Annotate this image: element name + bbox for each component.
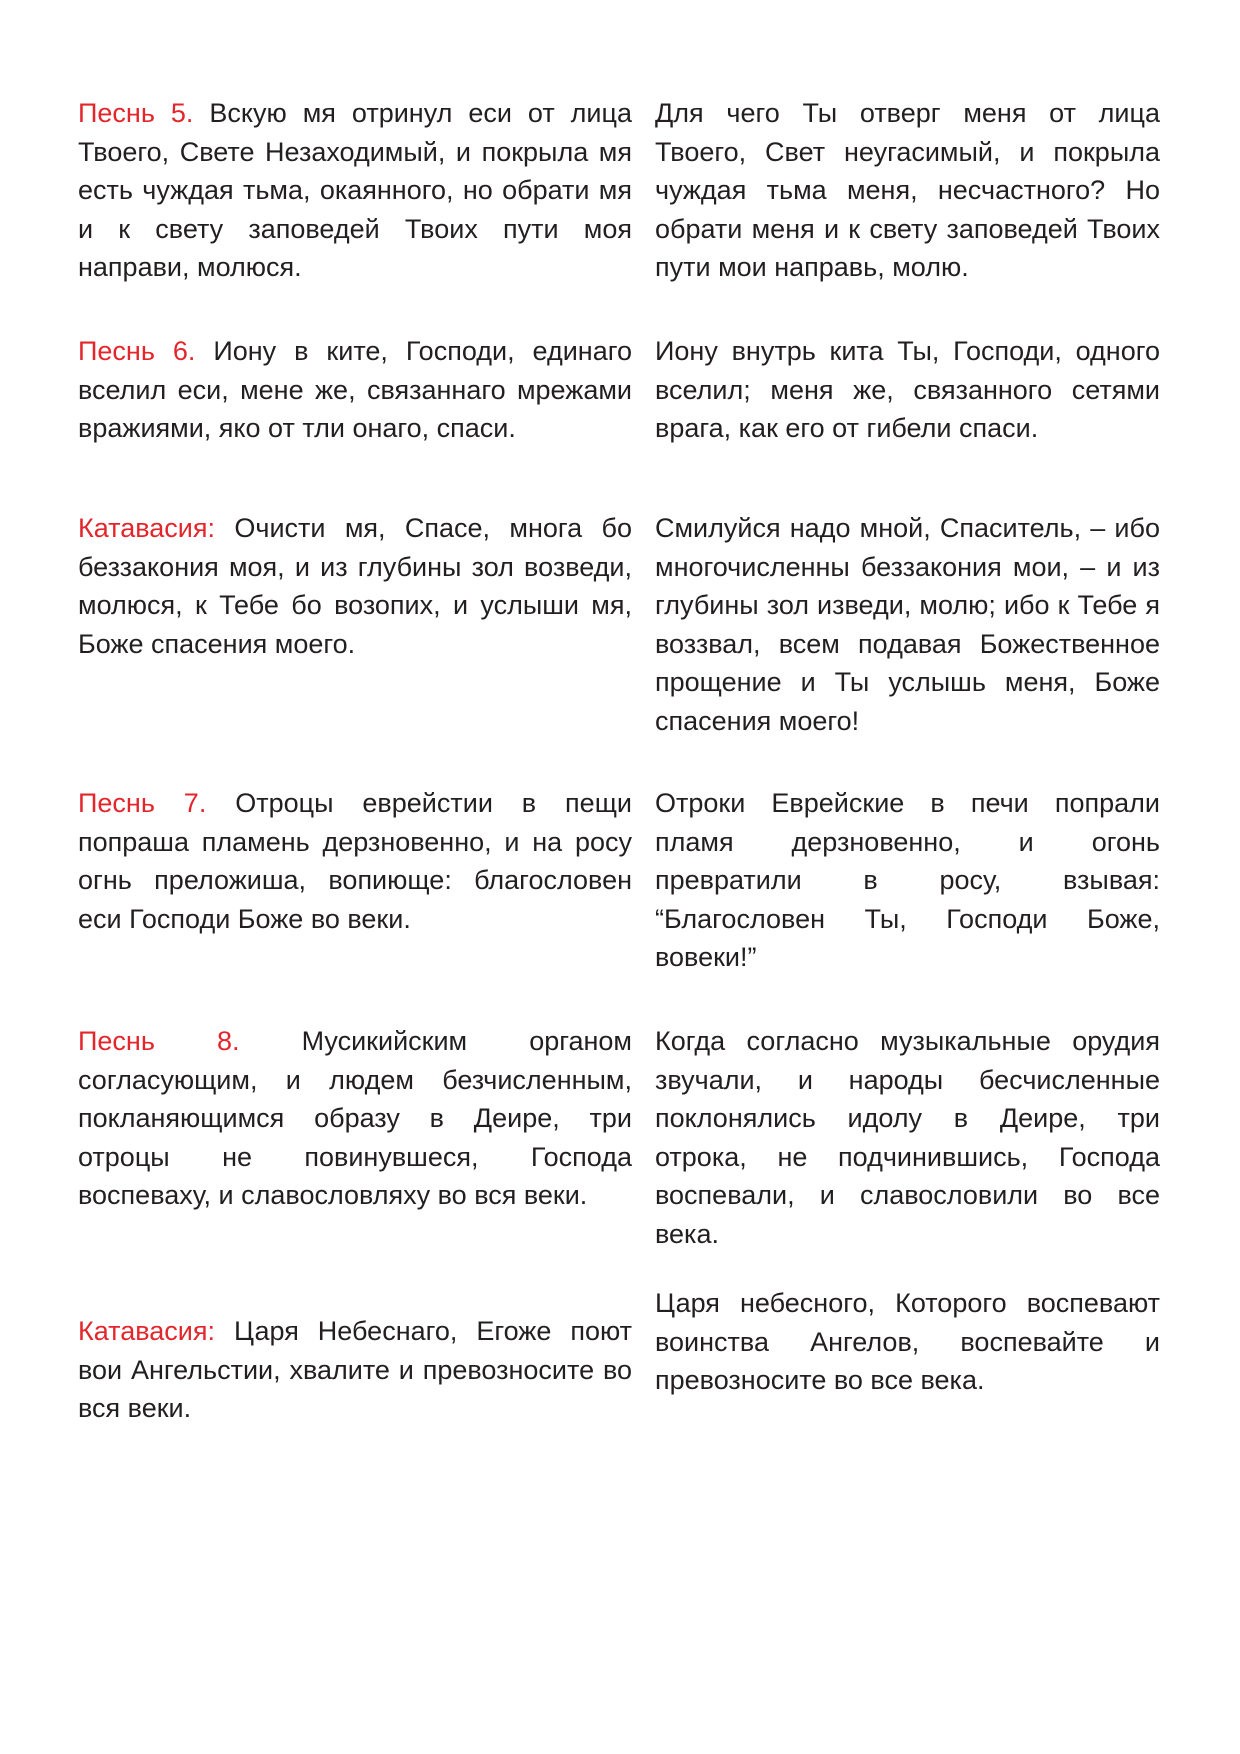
song-6-church-slavonic xyxy=(78,332,632,448)
katavasia-8-church-slavonic xyxy=(78,1312,632,1428)
russian-text: Иону внутрь кита Ты, Господи, одного вселил; меня же, связанного сетями врага, как его от гибели спаси. xyxy=(655,336,1160,443)
church-slavonic-text: Иону в ките, Господи, единаго вселил еси, мене же, связаннаго мрежами вражиями, яко от тли онаго, спаси. xyxy=(78,336,632,443)
song-8-russian xyxy=(655,1022,1160,1253)
song-label: Песнь 7. xyxy=(78,788,207,818)
song-label: Песнь 8. xyxy=(78,1026,240,1056)
song-7-church-slavonic xyxy=(78,784,632,938)
russian-text: Смилуйся надо мной, Спаситель, – ибо многочисленны беззакония мои, – и из глубины зол изведи, молю; ибо к Тебе я воззвал, всем подавая Божественное прощение и Ты услышь меня, Боже спасения моего! xyxy=(655,513,1160,736)
church-slavonic-text: Мусикийским органом согласующим, и людем безчисленным, покланяющимся образу в Деире, три отроцы не повинувшеся, Господа воспеваху, и славословляху во вся веки. xyxy=(78,1026,632,1210)
katavasia-6-russian xyxy=(655,509,1160,740)
church-slavonic-text: Отроцы еврейстии в пещи попраша пламень дерзновенно, и на росу огнь преложиша, вопиюще: благословен еси Господи Боже во веки. xyxy=(78,788,632,934)
katavasia-label: Катавасия: xyxy=(78,1316,215,1346)
church-slavonic-text: Вскую мя отринул еси от лица Твоего, Свете Незаходимый, и покрыла мя есть чуждая тьма, окаянного, но обрати мя и к свету заповедей Твоих пути моя направи, молюся. xyxy=(78,98,632,282)
russian-text: Отроки Еврейские в печи попрали пламя дерзновенно, и огонь превратили в росу, взывая: “Благословен Ты, Господи Боже, вовеки!” xyxy=(655,788,1160,972)
song-5-church-slavonic xyxy=(78,94,632,287)
song-6-russian xyxy=(655,332,1160,448)
russian-text: Для чего Ты отверг меня от лица Твоего, Свет неугасимый, и покрыла чуждая тьма меня, несчастного? Но обрати меня и к свету заповедей Твоих пути мои направь, молю. xyxy=(655,98,1160,282)
katavasia-6-church-slavonic xyxy=(78,509,632,663)
song-5-russian xyxy=(655,94,1160,287)
church-slavonic-text: Очисти мя, Спасе, многа бо беззакония моя, и из глубины зол возведи, молюся, к Тебе бо возопих, и услыши мя, Боже спасения моего. xyxy=(78,513,632,659)
song-8-church-slavonic xyxy=(78,1022,632,1215)
russian-text: Когда согласно музыкальные орудия звучали, и народы бесчисленные поклонялись идолу в Деире, три отрока, не подчинившись, Господа воспевали, и славословили во все века. xyxy=(655,1026,1160,1249)
song-7-russian xyxy=(655,784,1160,977)
katavasia-label: Катавасия: xyxy=(78,513,215,543)
russian-text: Царя небесного, Которого воспевают воинства Ангелов, воспевайте и превозносите во все века. xyxy=(655,1288,1160,1395)
song-label: Песнь 5. xyxy=(78,98,194,128)
song-label: Песнь 6. xyxy=(78,336,196,366)
katavasia-8-russian xyxy=(655,1284,1160,1400)
church-slavonic-text: Царя Небеснаго, Егоже поют вои Ангельстии, хвалите и превозносите во вся веки. xyxy=(78,1316,632,1423)
